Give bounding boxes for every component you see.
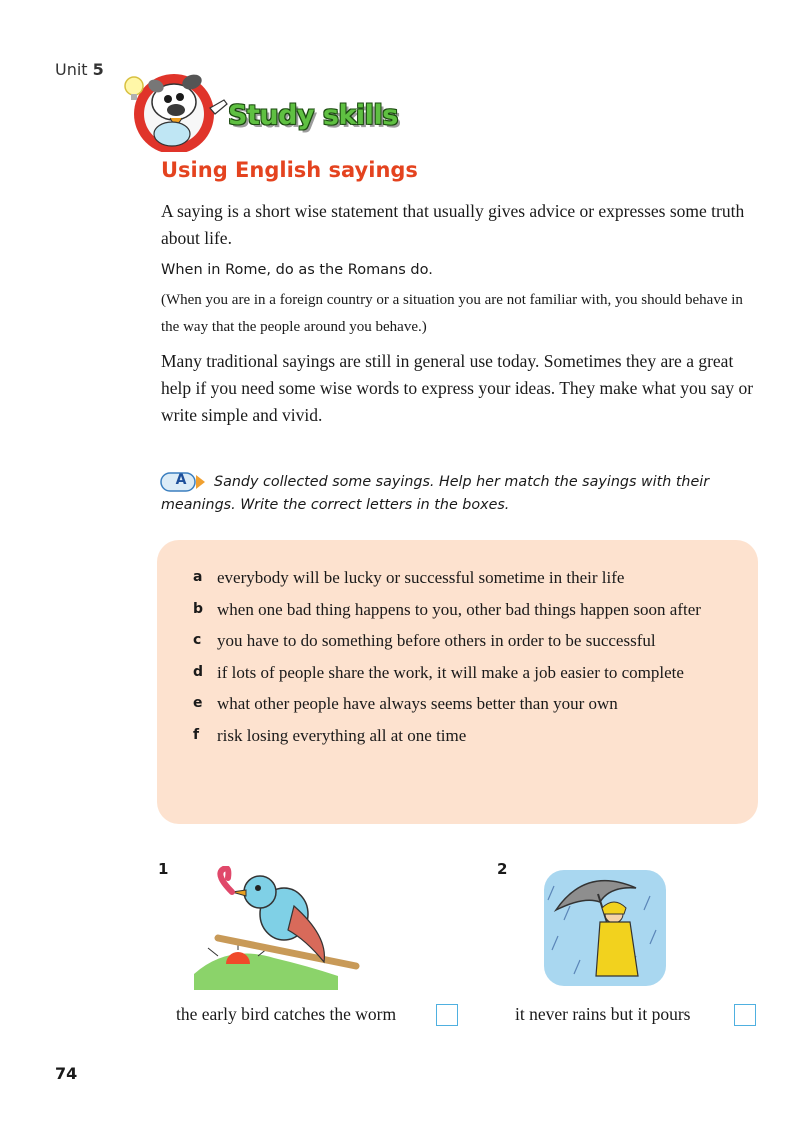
meaning-letter: f <box>193 726 200 743</box>
unit-word: Unit <box>55 60 88 79</box>
answer-box-1[interactable] <box>436 1004 458 1026</box>
meaning-text: what other people have always seems better than your own <box>217 694 618 713</box>
meaning-item <box>193 596 733 624</box>
meaning-letter: d <box>193 663 204 680</box>
meaning-letter: c <box>193 632 202 648</box>
page-number: 74 <box>55 1064 78 1083</box>
meaning-letter: e <box>193 695 203 711</box>
study-skills-banner: Study skills <box>228 100 398 131</box>
meaning-letter: a <box>193 569 203 585</box>
intro-paragraph: A saying is a short wise statement that usually gives advice or expresses some truth about life. <box>161 201 745 248</box>
meaning-item <box>193 627 733 655</box>
answer-box-2[interactable] <box>734 1004 756 1026</box>
task-badge-label: A <box>175 472 187 488</box>
rain-umbrella-illustration-icon <box>540 866 670 990</box>
early-bird-illustration-icon <box>188 866 360 990</box>
meanings-box <box>157 540 758 824</box>
meaning-text: you have to do something before others in order to be successful <box>217 631 656 650</box>
example-saying: When in Rome, do as the Romans do. <box>161 262 433 278</box>
meaning-item <box>193 659 733 687</box>
task-instruction: Sandy collected some sayings. Help her match the sayings with their meanings. Write the correct letters in the boxes. <box>161 474 710 513</box>
meaning-text: when one bad thing happens to you, other bad things happen soon after <box>217 599 701 619</box>
section-title: Using English sayings <box>161 158 418 182</box>
meaning-text: risk losing everything all at one time <box>217 725 467 745</box>
meaning-text: if lots of people share the work, it will make a job easier to complete <box>217 662 684 682</box>
meaning-letter: b <box>193 600 204 617</box>
picture-number-1: 1 <box>158 860 169 878</box>
unit-number: 5 <box>92 60 104 79</box>
meaning-item <box>193 564 733 592</box>
meanings-list <box>193 564 733 753</box>
meaning-text: everybody will be lucky or successful sometime in their life <box>217 568 625 587</box>
unit-label <box>55 60 104 79</box>
meaning-item <box>193 722 733 750</box>
picture-caption-2: it never rains but it pours <box>515 1004 691 1024</box>
picture-caption-1: the early bird catches the worm <box>176 1004 397 1024</box>
traditional-sayings-paragraph: Many traditional sayings are still in general use today. Sometimes they are a great help if you need some wise words to express your ideas. They make what you say or write simple and vivid. <box>161 351 754 425</box>
example-meaning: (When you are in a foreign country or a situation you are not familiar with, you should behave in the way that the people around you behave.) <box>161 292 743 335</box>
picture-number-2: 2 <box>497 860 508 878</box>
meaning-item <box>193 690 733 718</box>
